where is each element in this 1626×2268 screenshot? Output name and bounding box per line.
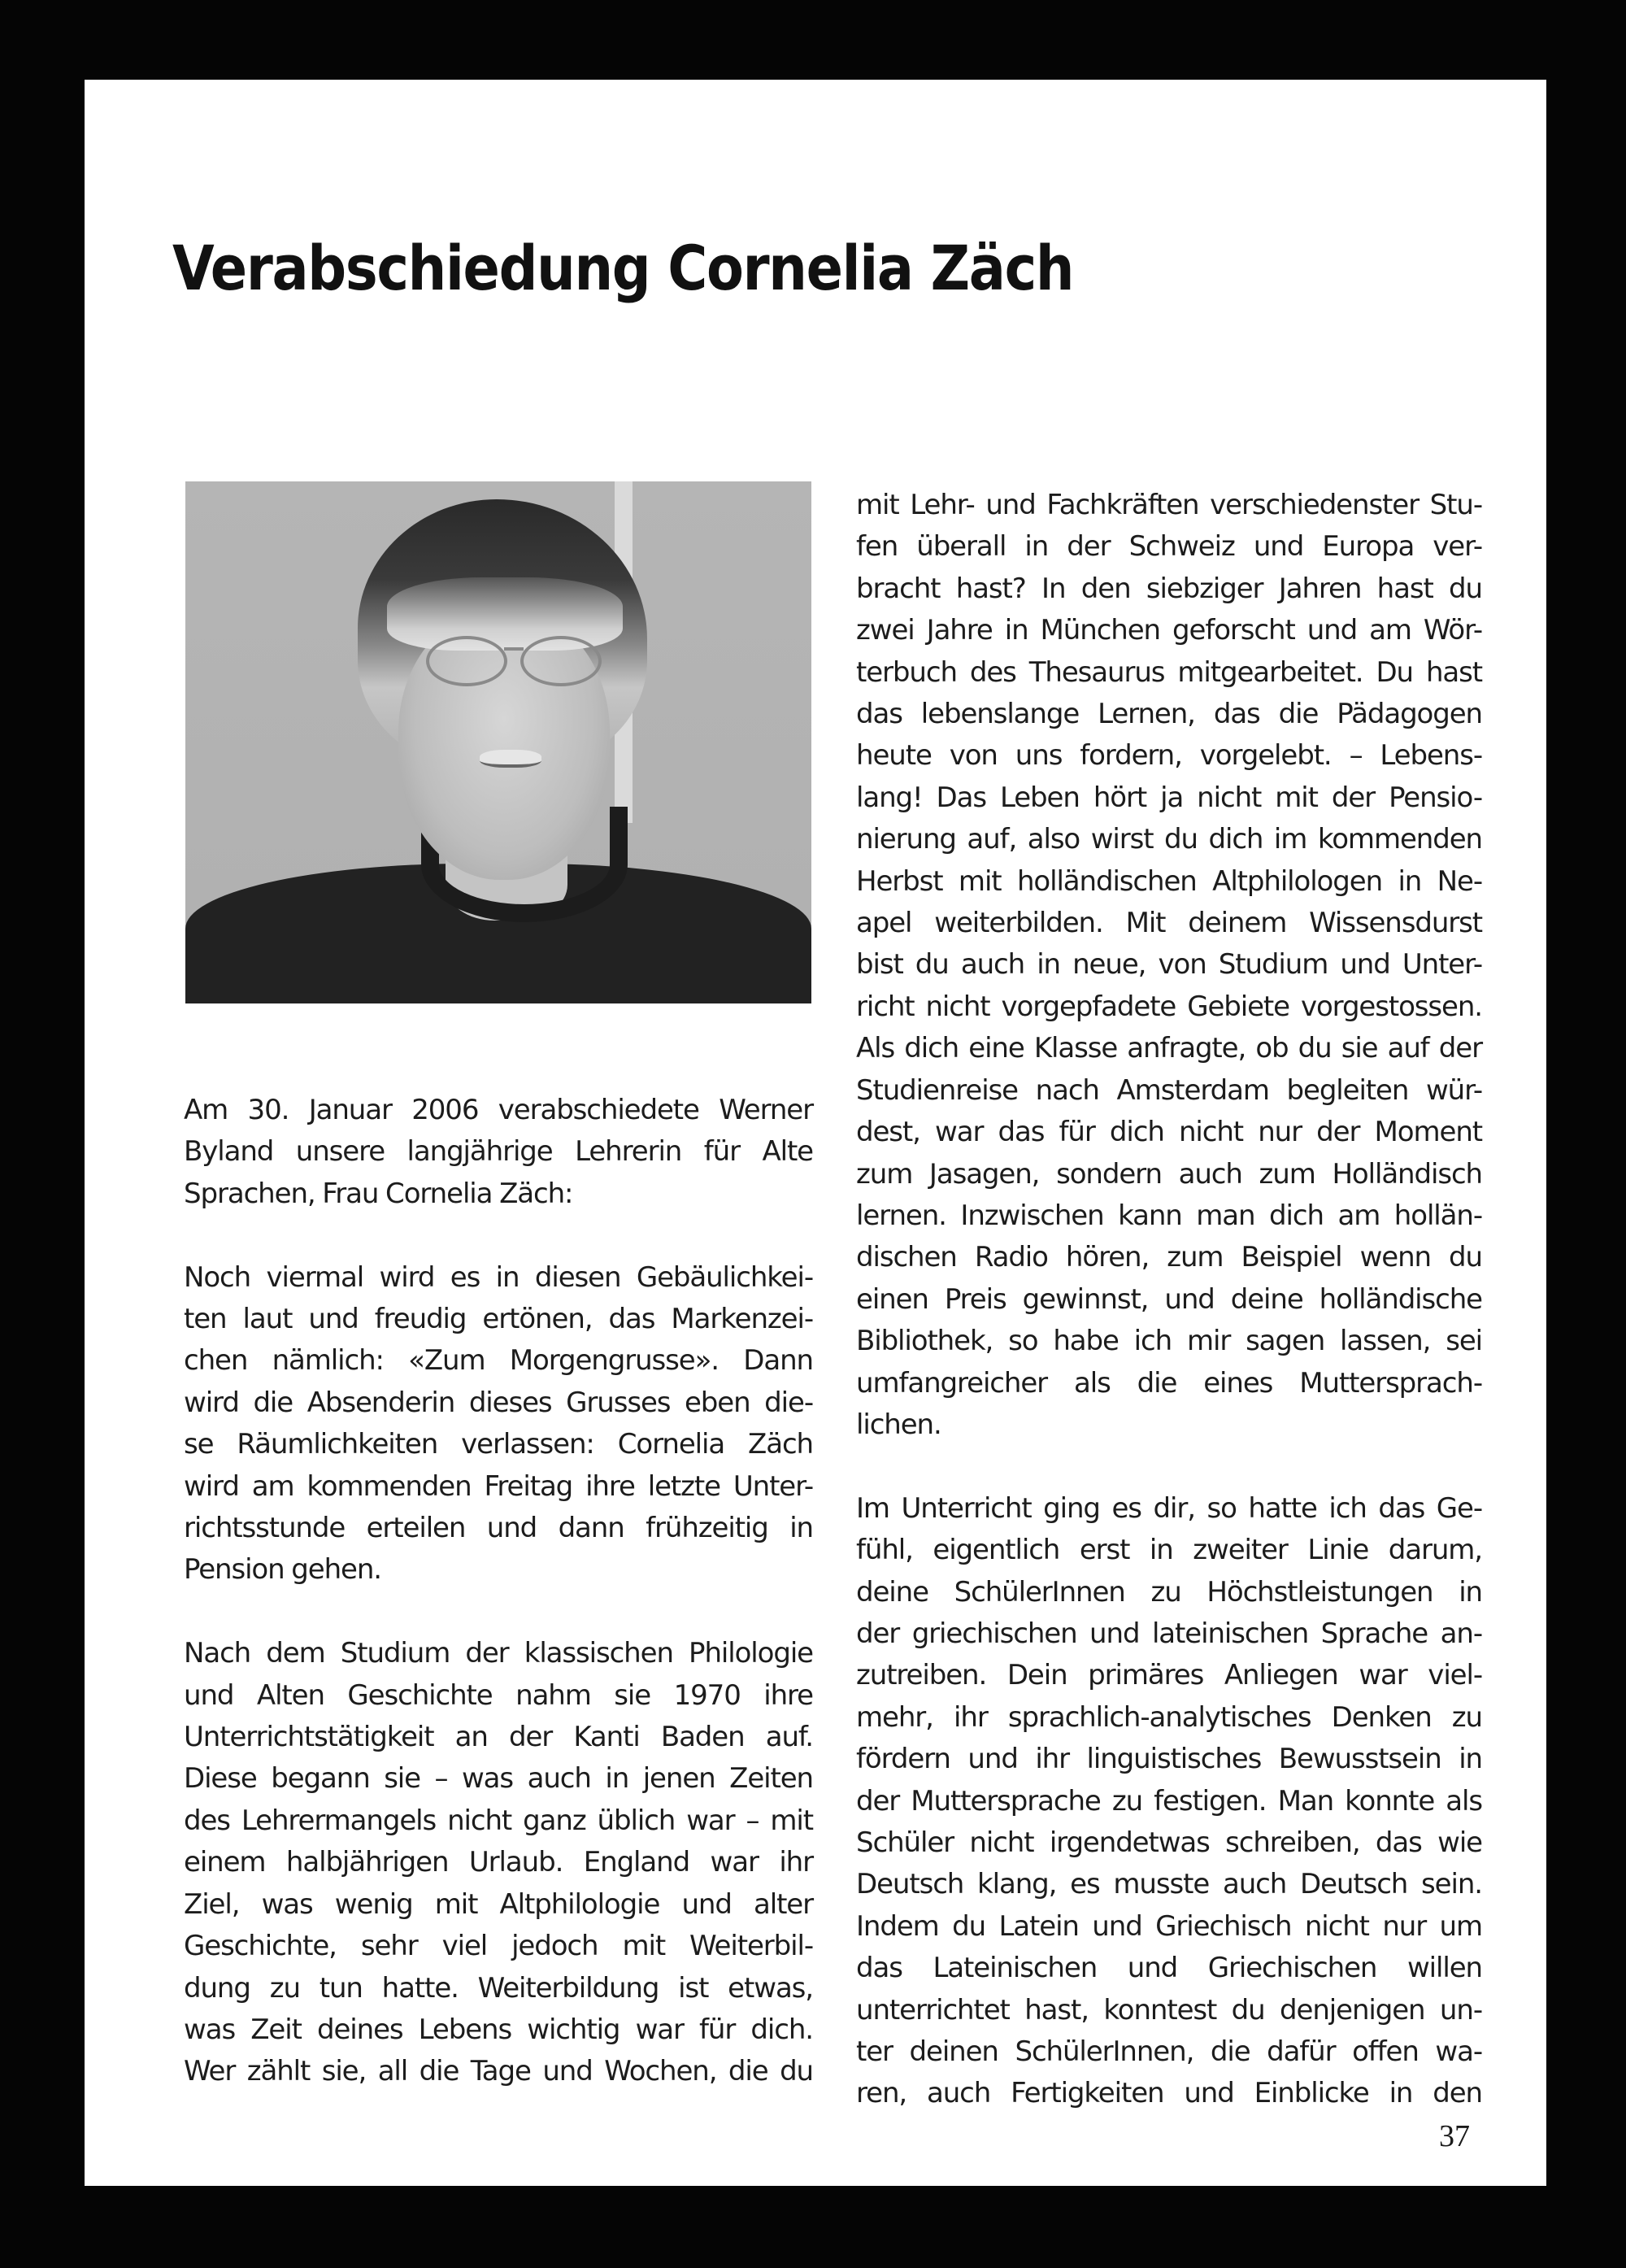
- text-line: lernen. Inzwischen kann man dich am hollän-: [856, 1199, 1482, 1232]
- text-line: Byland unsere langjährige Lehrerin für Alte: [184, 1135, 813, 1169]
- text-line: das Lateinischen und Griechischen willen: [856, 1952, 1482, 1985]
- text-line: wird die Absenderin dieses Grusses eben die-: [184, 1386, 813, 1419]
- text-line: das lebenslange Lernen, das die Pädagogen: [856, 698, 1482, 731]
- text-line: Pension gehen.: [184, 1553, 381, 1587]
- text-line: Geschichte, sehr viel jedoch mit Weiterbil-: [184, 1930, 813, 1963]
- text-line: der Muttersprache zu festigen. Man konnte als: [856, 1784, 1482, 1817]
- text-line: Sprachen, Frau Cornelia Zäch:: [184, 1177, 573, 1210]
- text-line: fühl, eigentlich erst in zweiter Linie darum,: [856, 1534, 1482, 1567]
- text-line: Als dich eine Klasse anfragte, ob du sie auf der: [856, 1032, 1482, 1065]
- text-line: lichen.: [856, 1408, 941, 1441]
- text-line: einen Preis gewinnst, und deine holländische: [856, 1282, 1482, 1316]
- text-line: Diese begann sie – was auch in jenen Zeiten: [184, 1762, 813, 1796]
- glasses-right-lens: [520, 636, 602, 686]
- page-number: 37: [1439, 2119, 1470, 2153]
- text-line: zum Jasagen, sondern auch zum Holländisch: [856, 1157, 1482, 1191]
- photo-mouth: [480, 750, 541, 768]
- text-line: richtsstunde erteilen und dann frühzeitig in: [184, 1512, 813, 1545]
- text-line: Herbst mit holländischen Altphilologen in Ne-: [856, 864, 1482, 898]
- text-line: ren, auch Fertigkeiten und Einblicke in den: [856, 2077, 1482, 2110]
- intro-paragraph: [184, 1090, 813, 1215]
- left-text-column: [184, 1090, 813, 2135]
- text-line: mit Lehr- und Fachkräften verschiedenster Stu-: [856, 489, 1482, 521]
- text-line: Bibliothek, so habe ich mir sagen lassen, sei: [856, 1325, 1482, 1358]
- text-line: des Lehrermangels nicht ganz üblich war – mit: [184, 1804, 813, 1837]
- text-line: ten laut und freudig ertönen, das Markenzei-: [184, 1303, 813, 1336]
- text-line: Unterrichtstätigkeit an der Kanti Baden auf.: [184, 1721, 813, 1754]
- text-line: lang! Das Leben hört ja nicht mit der Pensio-: [856, 781, 1482, 814]
- text-line: nierung auf, also wirst du dich im kommenden: [856, 823, 1482, 856]
- text-line: dischen Radio hören, zum Beispiel wenn du: [856, 1241, 1482, 1274]
- page-title: Verabschiedung Cornelia Zäch: [172, 232, 1074, 304]
- text-line: terbuch des Thesaurus mitgearbeitet. Du hast: [856, 655, 1482, 689]
- text-line: se Räumlichkeiten verlassen: Cornelia Zäch: [184, 1428, 813, 1461]
- text-line: mehr, ihr sprachlich-analytisches Denken zu: [856, 1700, 1482, 1734]
- text-line: Wer zählt sie, all die Tage und Wochen, die du: [184, 2055, 813, 2088]
- text-line: Indem du Latein und Griechisch nicht nur um: [856, 1909, 1482, 1943]
- text-line: fen überall in der Schweiz und Europa ver-: [856, 530, 1482, 564]
- text-line: dung zu tun hatte. Weiterbildung ist etwas,: [184, 1971, 813, 2005]
- body-paragraph: [856, 1488, 1482, 2115]
- text-line: und Alten Geschichte nahm sie 1970 ihre: [184, 1678, 813, 1712]
- body-paragraph: [184, 1257, 813, 1591]
- text-line: ter deinen SchülerInnen, die dafür offen wa-: [856, 2035, 1482, 2069]
- photo-fringe: [387, 577, 623, 651]
- text-line: zwei Jahre in München geforscht und am Wör-: [856, 614, 1482, 647]
- text-line: einem halbjährigen Urlaub. England war ihr: [184, 1846, 813, 1879]
- text-line: heute von uns fordern, vorgelebt. – Lebens-: [856, 739, 1482, 773]
- glasses-bridge: [504, 647, 524, 651]
- text-line: wird am kommenden Freitag ihre letzte Unter-: [184, 1469, 813, 1503]
- body-paragraph: [856, 485, 1482, 1446]
- text-line: dest, war das für dich nicht nur der Moment: [856, 1116, 1482, 1149]
- text-line: Noch viermal wird es in diesen Gebäulichkei-: [184, 1260, 813, 1294]
- text-line: Im Unterricht ging es dir, so hatte ich das Ge-: [856, 1491, 1482, 1525]
- text-line: bracht hast? In den siebziger Jahren hast du: [856, 572, 1482, 605]
- text-line: umfangreicher als die eines Muttersprach-: [856, 1366, 1482, 1400]
- text-line: der griechischen und lateinischen Sprache an-: [856, 1617, 1482, 1650]
- text-line: deine SchülerInnen zu Höchstleistungen in: [856, 1575, 1482, 1608]
- text-line: Am 30. Januar 2006 verabschiedete Werner: [184, 1094, 813, 1126]
- text-line: Studienreise nach Amsterdam begleiten wür-: [856, 1073, 1482, 1107]
- text-line: Deutsch klang, es musste auch Deutsch sein.: [856, 1868, 1482, 1901]
- text-line: chen nämlich: «Zum Morgengrusse». Dann: [184, 1344, 813, 1378]
- text-line: richt nicht vorgepfadete Gebiete vorgestossen.: [856, 990, 1482, 1023]
- text-line: unterrichtet hast, konntest du denjenigen un-: [856, 1993, 1482, 2026]
- body-paragraph: [184, 1633, 813, 2092]
- text-line: fördern und ihr linguistisches Bewusstsein in: [856, 1743, 1482, 1776]
- text-line: Nach dem Studium der klassischen Philologie: [184, 1637, 813, 1670]
- text-line: apel weiterbilden. Mit deinem Wissensdurst: [856, 907, 1482, 940]
- text-line: bist du auch in neue, von Studium und Unter-: [856, 948, 1482, 982]
- right-text-column: [856, 485, 1482, 2157]
- text-line: was Zeit deines Lebens wichtig war für dich.: [184, 2013, 813, 2046]
- portrait-photo: [185, 481, 811, 1003]
- glasses-left-lens: [426, 636, 507, 686]
- text-line: Schüler nicht irgendetwas schreiben, das wie: [856, 1826, 1482, 1859]
- text-line: zutreiben. Dein primäres Anliegen war viel-: [856, 1659, 1482, 1692]
- text-line: Ziel, was wenig mit Altphilologie und alter: [184, 1887, 813, 1921]
